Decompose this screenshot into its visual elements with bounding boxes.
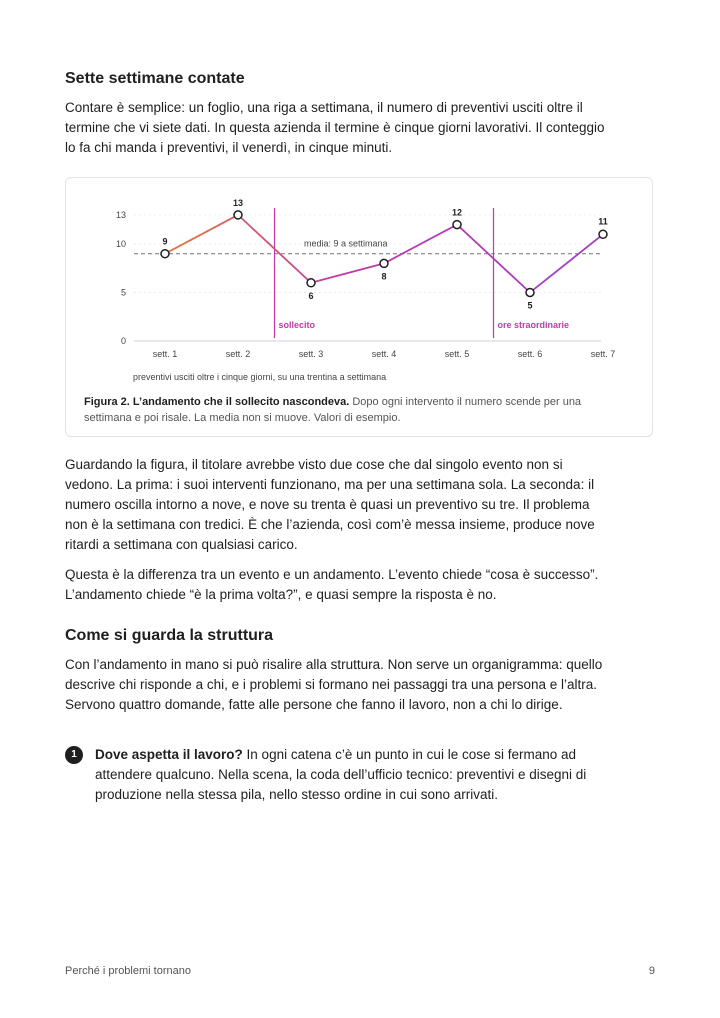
trend-chart bbox=[66, 178, 654, 393]
data-point bbox=[234, 211, 242, 219]
data-label: 6 bbox=[308, 290, 314, 301]
data-point bbox=[599, 230, 607, 238]
data-point bbox=[453, 221, 461, 229]
data-label: 8 bbox=[381, 271, 387, 282]
y-tick-label: 0 bbox=[120, 336, 126, 346]
figure-caption-title: Figura 2. L’andamento che il sollecito nascondeva. bbox=[84, 396, 350, 408]
section-heading: Sette settimane contate bbox=[65, 70, 245, 87]
data-label: 5 bbox=[527, 300, 533, 311]
section-heading-structure: Come si guarda la struttura bbox=[65, 627, 274, 644]
question-body: In ogni catena c’è un punto in cui le cose si fermano ad attendere qualcuno. Nella scena, la coda dell’ufficio tecnico: preventivi e disegni di produzione nella stessa pila, nello stesso ordine in cui sono arrivati. bbox=[95, 747, 587, 802]
y-tick-label: 10 bbox=[115, 239, 126, 249]
x-tick-label: sett. 1 bbox=[152, 349, 178, 359]
data-label: 11 bbox=[598, 216, 608, 227]
x-tick-label: sett. 3 bbox=[298, 349, 324, 359]
data-point bbox=[380, 259, 388, 267]
data-label: 13 bbox=[232, 197, 244, 208]
x-axis-label: preventivi usciti oltre i cinque giorni, su una trentina a settimana bbox=[133, 372, 387, 382]
structure-intro-paragraph: Con l’andamento in mano si può risalire alla struttura. Non serve un organigramma: quello descrive chi risponde a chi, e i problemi si formano nei passaggi tra una persona e l’altra. Servono quattro domande, fatte alle persone che fanno il lavoro, non a chi lo dirige. bbox=[65, 657, 603, 712]
data-label: 12 bbox=[451, 207, 463, 218]
figure-card bbox=[65, 177, 653, 437]
y-tick-label: 13 bbox=[115, 209, 126, 220]
x-tick-label: sett. 7 bbox=[590, 349, 616, 359]
event-vs-trend-paragraph: Questa è la differenza tra un evento e un andamento. L’evento chiede “cosa è successo”. L’andamento chiede “è la prima volta?”, e quasi sempre la risposta è no. bbox=[65, 567, 599, 602]
data-point bbox=[307, 279, 315, 287]
page-number: 9 bbox=[648, 965, 655, 977]
x-tick-label: sett. 2 bbox=[225, 349, 251, 359]
mean-label: media: 9 a settimana bbox=[304, 238, 388, 249]
data-point bbox=[526, 289, 534, 297]
x-tick-label: sett. 4 bbox=[371, 349, 397, 359]
event-label: sollecito bbox=[278, 320, 316, 330]
data-point bbox=[161, 250, 169, 258]
step-number-badge: 1 bbox=[65, 746, 83, 764]
question-text bbox=[95, 745, 600, 805]
analysis-paragraph: Guardando la figura, il titolare avrebbe visto due cose che dal singolo evento non si vedono. La prima: i suoi interventi funzionano, ma per una settimana sola. La seconda: il numero oscilla intorno a nove, e nove su trenta è quasi un preventivo su tre. Il problema non è la settimana con tredici. È che l’azienda, così com’è messa insieme, produce nove ritardi a settimana con qualsiasi carico. bbox=[65, 457, 595, 552]
footer-title: Perché i problemi tornano bbox=[65, 965, 191, 977]
data-label: 9 bbox=[162, 236, 168, 247]
y-tick-label: 5 bbox=[120, 287, 126, 298]
x-tick-label: sett. 6 bbox=[517, 349, 543, 359]
figure-caption-body: Dopo ogni intervento il numero scende per una settimana e poi risale. La media non si muove. Valori di esempio. bbox=[84, 396, 582, 424]
intro-paragraph: Contare è semplice: un foglio, una riga a settimana, il numero di preventivi usciti oltre il termine che vi siete dati. In questa azienda il termine è cinque giorni lavorativi. Il conteggio lo fa chi manda i preventivi, il venerdì, in cinque minuti. bbox=[65, 100, 605, 155]
figure-caption bbox=[84, 394, 629, 426]
event-label: ore straordinarie bbox=[497, 320, 570, 330]
question-title: Dove aspetta il lavoro? bbox=[95, 747, 243, 762]
x-tick-label: sett. 5 bbox=[444, 349, 470, 359]
